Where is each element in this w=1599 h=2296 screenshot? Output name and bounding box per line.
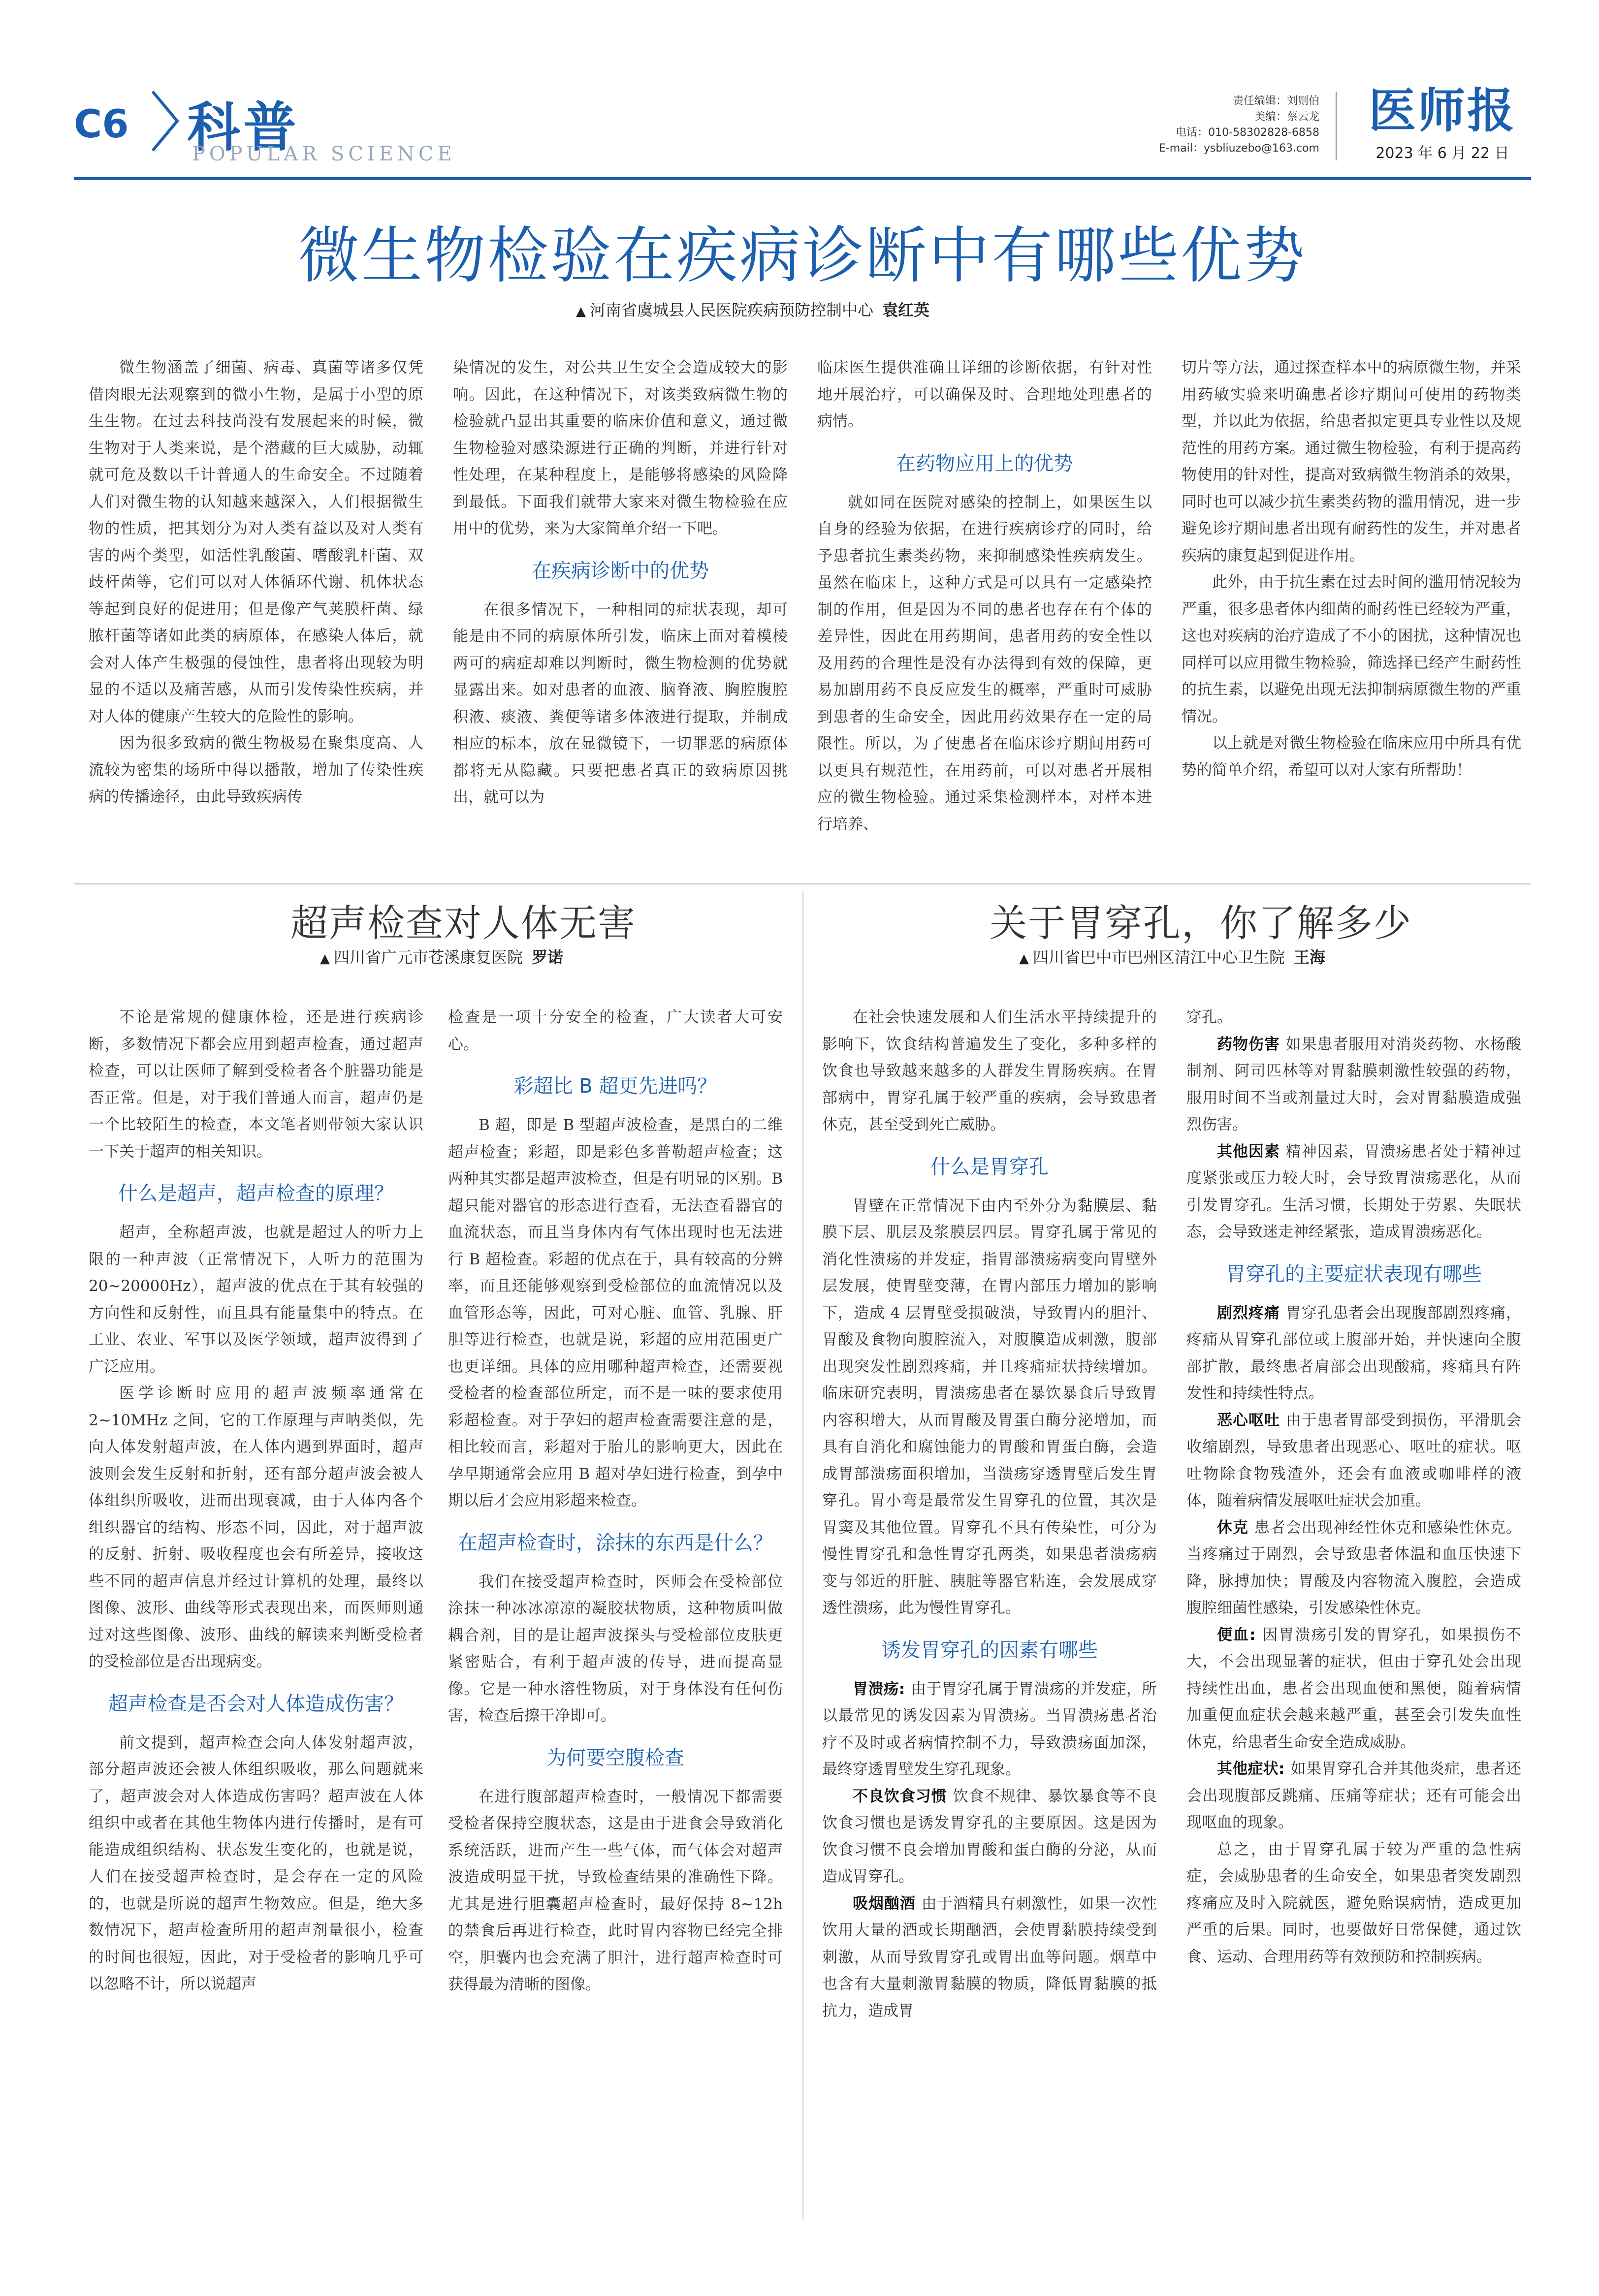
article3-title: 关于胃穿孔，你了解多少 xyxy=(990,901,1412,945)
column-divider xyxy=(802,891,803,2220)
article3-column-1 xyxy=(822,1004,1157,2024)
paragraph: 我们在接受超声检查时，医师会在受检部位涂抹一种冰冰凉凉的凝胶状物质，这种物质叫做耦合剂，目的是让超声波探头与受检部位皮肤更紧密贴合，有利于超声波的传导，进而提高显像。它是一种水溶性物质，对于身体没有任何伤害，检查后擦干净即可。 xyxy=(448,1573,783,1725)
keyword: 休克 xyxy=(1217,1518,1248,1537)
keyword: 不良饮食习惯 xyxy=(853,1787,947,1805)
credit-email: E-mail：ysbliuzebo@163.com xyxy=(1158,142,1319,155)
keyword: 其他症状: xyxy=(1217,1760,1285,1778)
section-title: 科普 xyxy=(187,97,300,158)
credit-editor: 责任编辑：刘则伯 xyxy=(1232,95,1319,107)
paragraph: 就如同在医院对感染的控制上，如果医生以自身的经验为依据，在进行疾病诊疗的同时，给予患者抗生素类药物，来抑制感染性疾病发生。虽然在临床上，这种方式是可以具有一定感染控制的作用，但是因为不同的患者也存在有个体的差异性，因此在用药期间，患者用药的安全性以及用药的合理性是没有办法得到有效的保障，更易加剧用药不良反应发生的概率，严重时可威胁到患者的生命安全，因此用药效果存在一定的局限性。所以，为了使患者在临床诊疗期间用药可以更具有规范性，在用药前，可以对患者开展相应的微生物检验。通过采集检测样本，对样本进行培养、 xyxy=(817,493,1152,833)
paragraph: 以上就是对微生物检验在临床应用中所具有优势的简单介绍，希望可以对大家有所帮助！ xyxy=(1182,734,1521,779)
paragraph xyxy=(1186,1138,1521,1246)
editor-credits xyxy=(1159,94,1319,157)
paragraph: 前文提到，超声检查会向人体发射超声波，部分超声波还会被人体组织吸收，那么问题就来了，超声波会对人体造成伤害吗？超声波在人体组织中或者在其他生物体内进行传播时，是有可能造成组织结构、状态发生变化的，也就是说，人们在接受超声检查时，是会存在一定的风险的，也就是所说的超声生物效应。但是，绝大多数情况下，超声检查所用的超声剂量很小，检查的时间也很短，因此，对于受检者的影响几乎可以忽略不计，所以说超声 xyxy=(89,1733,423,1993)
subheading-principle: 什么是超声，超声检查的原理？ xyxy=(118,1182,394,1205)
paragraph-text: 精神因素，胃溃疡患者处于精神过度紧张或压力较大时，会导致胃溃疡恶化，从而引发胃穿孔。生活习惯，长期处于劳累、失眠状态，会导致迷走神经紧张，造成胃溃疡恶化。 xyxy=(1186,1142,1522,1241)
subheading-gel: 在超声检查时，涂抹的东西是什么？ xyxy=(458,1531,773,1554)
paragraph: 切片等方法，通过探查样本中的病原微生物，并采用药敏实验来明确患者诊疗期间可使用的药物类型，并以此为依据，给患者拟定更具专业性以及规范性的用药方案。通过微生物检验，有利于提高药物使用的针对性，提高对致病微生物消杀的效果，同时也可以减少抗生素类药物的滥用情况，进一步避免诊疗期间患者出现有耐药性的发生，并对患者疾病的康复起到促进作用。 xyxy=(1182,359,1521,565)
issue-date: 2023 年 6 月 22 日 xyxy=(1375,145,1509,162)
paragraph-text: 由于酒精具有刺激性，如果一次性饮用大量的酒或长期酗酒，会使胃黏膜持续受到刺激，从而导致胃穿孔或胃出血等问题。烟草中也含有大量刺激胃黏膜的物质，降低胃黏膜的抵抗力，造成胃 xyxy=(822,1894,1157,2020)
subheading-color-doppler: 彩超比 B 超更先进吗？ xyxy=(513,1075,717,1098)
article3-byline-org: 四川省巴中市巴州区清江中心卫生院 xyxy=(1033,948,1285,967)
paragraph: 微生物涵盖了细菌、病毒、真菌等诸多仅凭借肉眼无法观察到的微小生物，是属于小型的原生生物。在过去科技尚没有发展起来的时候，微生物对于人类来说，是个潜藏的巨大威胁，动辄就可危及数以千计普通人的生命安全。不过随着人们对微生物的认知越来越深入，人们根据微生物的性质，把其划分为对人类有益以及对人类有害的两个类型，如活性乳酸菌、嗜酸乳杆菌、双歧杆菌等，它们可以对人体循环代谢、机体状态等起到良好的促进用；但是像产气荚膜杆菌、绿脓杆菌等诸如此类的病原体，在感染人体后，就会对人体产生极强的侵蚀性，患者将出现较为明显的不适以及痛苦感，从而引发传染性疾病，并对人体的健康产生较大的危险性的影响。 xyxy=(89,359,423,725)
article1-byline xyxy=(576,298,929,320)
subheading-what-is: 什么是胃穿孔 xyxy=(930,1155,1049,1178)
paragraph: 因为很多致病的微生物极易在聚集度高、人流较为密集的场所中得以播散，增加了传染性疾病的传播途径，由此导致疾病传 xyxy=(89,734,423,806)
article1-column-1 xyxy=(89,354,423,811)
article2-title: 超声检查对人体无害 xyxy=(290,901,636,945)
keyword: 剧烈疼痛 xyxy=(1217,1304,1280,1322)
paragraph-text: 由于患者胃部受到损伤，平滑肌会收缩剧烈，导致患者出现恶心、呕吐的症状。呕吐物除食物残渣外，还会有血液或咖啡样的液体，随着病情发展呕吐症状会加重。 xyxy=(1186,1411,1522,1510)
section-divider xyxy=(74,883,1531,884)
article3-column-2 xyxy=(1186,1004,1521,1970)
newspaper-brand xyxy=(1354,84,1531,162)
paragraph: 超声，全称超声波，也就是超过人的听力上限的一种声波（正常情况下，人听力的范围为 20~20000Hz），超声波的优点在于其有较强的方向性和反射性，而且具有能量集中的特点。在工业、农业、军事以及医学领域，超声波得到了广泛应用。 xyxy=(89,1224,423,1376)
paragraph: 穿孔。 xyxy=(1186,1008,1232,1026)
page-number: C6 xyxy=(74,102,129,147)
paragraph-text: 由于胃穿孔属于胃溃疡的并发症，所以最常见的诱发因素为胃溃疡。当胃溃疡患者治疗不及时或者病情控制不力，导致溃疡面加深，最终穿透胃壁发生穿孔现象。 xyxy=(822,1680,1157,1778)
article2-column-1 xyxy=(89,1004,423,1998)
subheading-fasting: 为何要空腹检查 xyxy=(546,1746,684,1769)
article3-byline xyxy=(1019,945,1325,968)
paragraph: 不论是常规的健康体检，还是进行疾病诊断，多数情况下都会应用到超声检查，通过超声检查，可以让医师了解到受检者各个脏器功能是否正常。但是，对于我们普通人而言，超声仍是一个比较陌生的检查，本文笔者则带领大家认识一下关于超声的相关知识。 xyxy=(89,1008,423,1161)
paragraph-text: 如果患者服用对消炎药物、水杨酸制剂、阿司匹林等对胃黏膜刺激性较强的药物，服用时间不当或剂量过大时，会对胃黏膜造成强烈伤害。 xyxy=(1186,1035,1522,1133)
newspaper-logo: 医师报 xyxy=(1369,83,1516,138)
paragraph xyxy=(1186,1756,1521,1836)
subheading-symptoms: 胃穿孔的主要症状表现有哪些 xyxy=(1226,1262,1482,1286)
masthead xyxy=(74,74,1531,172)
keyword: 便血: xyxy=(1217,1626,1256,1644)
paragraph: 临床医生提供准确且详细的诊断依据，有针对性地开展治疗，可以确保及时、合理地处理患者的病情。 xyxy=(817,359,1152,430)
paragraph xyxy=(1186,1514,1521,1622)
paragraph: B 超，即是 B 型超声波检查，是黑白的二维超声检查；彩超，即是彩色多普勒超声检查；这两种其实都是超声波检查，但是有明显的区别。B 超只能对器官的形态进行查看，无法查看器官的血流状态，而且当身体内有气体出现时也无法进行 B 超检查。彩超的优点在于，具有较高的分辨率，而且还能够观察到受检部位的血流情况以及血管形态等，因此，可对心脏、血管、乳腺、肝胆等进行检查，也就是说，彩超的应用范围更广也更详细。具体的应用哪种超声检查，还需要视受检者的检查部位所定，而不是一味的要求使用彩超检查。对于孕妇的超声检查需要注意的是，相比较而言，彩超对于胎儿的影响更大，因此在孕早期通常会应用 B 超对孕妇进行检查，到孕中期以后才会应用彩超来检查。 xyxy=(448,1116,783,1510)
subheading-causes: 诱发胃穿孔的因素有哪些 xyxy=(881,1638,1098,1662)
paragraph: 在很多情况下，一种相同的症状表现，却可能是由不同的病原体所引发，临床上面对着模棱两可的病症却难以判断时，微生物检测的优势就显露出来。如对患者的血液、脑脊液、胸腔腹腔积液、痰液、粪便等诸多体液进行提取，并制成相应的标本，放在显微镜下，一切罪恶的病原体都将无从隐藏。只要把患者真正的致病原因挑出，就可以为 xyxy=(453,600,788,806)
keyword: 其他因素 xyxy=(1217,1142,1280,1161)
credit-phone: 电话：010-58302828-6858 xyxy=(1176,126,1319,139)
article2-byline-org: 四川省广元市苍溪康复医院 xyxy=(334,948,523,967)
article2-column-2 xyxy=(448,1004,783,1998)
article1-byline-org: 河南省虞城县人民医院疾病预防控制中心 xyxy=(590,301,874,319)
paragraph: 总之，由于胃穿孔属于较为严重的急性病症，会威胁患者的生命安全，如果患者突发剧烈疼痛应及时入院就医，避免贻误病情，造成更加严重的后果。同时，也要做好日常保健，通过饮食、运动、合理用药等有效预防和控制疾病。 xyxy=(1186,1840,1521,1966)
article1-column-2 xyxy=(453,354,788,811)
paragraph xyxy=(1186,1407,1521,1514)
paragraph-text: 胃穿孔患者会出现腹部剧烈疼痛，疼痛从胃穿孔部位或上腹部开始，并快速向全腹部扩散，最终患者肩部会出现酸痛，疼痛具有阵发性和持续性特点。 xyxy=(1186,1304,1522,1402)
triangle-icon: ▲ xyxy=(576,304,586,319)
credit-designer: 美编：蔡云龙 xyxy=(1254,111,1319,123)
keyword: 药物伤害 xyxy=(1217,1035,1280,1053)
article1-title: 微生物检验在疾病诊断中有哪些优势 xyxy=(298,220,1307,291)
article1-byline-author: 袁红英 xyxy=(882,301,930,319)
article1-column-3 xyxy=(817,354,1152,838)
paragraph-text: 如果胃穿孔合并其他炎症，患者还会出现腹部反跳痛、压痛等症状；还有可能会出现呕血的现象。 xyxy=(1186,1760,1522,1831)
paragraph xyxy=(1186,1031,1521,1138)
subheading-medication: 在药物应用上的优势 xyxy=(896,452,1073,475)
paragraph-text: 饮食不规律、暴饮暴食等不良饮食习惯也是诱发胃穿孔的主要原因。这是因为饮食习惯不良会增加胃酸和蛋白酶的分泌，从而造成胃穿孔。 xyxy=(822,1787,1157,1886)
section-subtitle: POPULAR SCIENCE xyxy=(192,143,456,165)
article2-byline-author: 罗诺 xyxy=(532,948,564,967)
paragraph xyxy=(1186,1300,1521,1407)
paragraph xyxy=(822,1676,1157,1783)
subheading-diagnosis: 在疾病诊断中的优势 xyxy=(532,559,709,582)
paragraph: 此外，由于抗生素在过去时间的滥用情况较为严重，很多患者体内细菌的耐药性已经较为严重，这也对疾病的治疗造成了不小的困扰，这种情况也同样可以应用微生物检验，筛选择已经产生耐药性的抗生素，以避免出现无法抑制病原微生物的严重情况。 xyxy=(1182,573,1521,725)
keyword: 恶心呕吐 xyxy=(1217,1411,1280,1429)
keyword: 吸烟酗酒 xyxy=(853,1894,916,1913)
paragraph xyxy=(1186,1622,1521,1756)
paragraph-text: 因胃溃疡引发的胃穿孔，如果损伤不大，不会出现显著的症状，但由于穿孔处会出现持续性出血，患者会出现血便和黑便，随着病情加重便血症状会越来越严重，甚至会引发失血性休克，给患者生命安全造成威胁。 xyxy=(1186,1626,1521,1751)
keyword: 胃溃疡: xyxy=(853,1680,905,1698)
article3-byline-author: 王海 xyxy=(1294,948,1326,967)
paragraph: 在进行腹部超声检查时，一般情况下都需要受检者保持空腹状态，这是由于进食会导致消化系统活跃，进而产生一些气体，而气体会对超声波造成明显干扰，导致检查结果的准确性下降。尤其是进行胆囊超声检查时，最好保持 8~12h 的禁食后再进行检查，此时胃内容物已经完全排空，胆囊内也会充满了胆汁，进行超声检查时可获得最为清晰的图像。 xyxy=(448,1788,783,1993)
paragraph-text: 患者会出现神经性休克和感染性休克。当疼痛过于剧烈，会导致患者体温和血压快速下降，脉搏加快；胃酸及内容物流入腹腔，会造成腹腔细菌性感染，引发感染性休克。 xyxy=(1186,1518,1521,1617)
paragraph xyxy=(822,1890,1157,2025)
article1-column-4 xyxy=(1182,354,1521,784)
paragraph: 在社会快速发展和人们生活水平持续提升的影响下，饮食结构普遍发生了变化，多种多样的饮食也导致越来越多的人群发生胃肠疾病。在胃部病中，胃穿孔属于较严重的疾病，会导致患者休克，甚至受到死亡威胁。 xyxy=(822,1008,1157,1133)
chevron-right-icon xyxy=(148,87,182,156)
paragraph: 胃壁在正常情况下由内至外分为黏膜层、黏膜下层、肌层及浆膜层四层。胃穿孔属于常见的消化性溃疡的并发症，指胃部溃疡病变向胃壁外层发展，使胃壁变薄，在胃内部压力增加的影响下，造成 4 层胃壁受损破溃，导致胃内的胆汁、胃酸及食物向腹腔流入，对腹膜造成刺激，腹部出现突发性剧烈疼痛，并且疼痛症状持续增加。临床研究表明，胃溃疡患者在暴饮暴食后导致胃内容积增大，从而胃酸及胃蛋白酶分泌增加，而具有自消化和腐蚀能力的胃酸和胃蛋白酶，会造成胃部溃疡面积增加，当溃疡穿透胃壁后发生胃穿孔。胃小弯是最常发生胃穿孔的位置，其次是胃窦及其他位置。胃穿孔不具有传染性，可分为慢性胃穿孔和急性胃穿孔两类，如果患者溃疡病变与邻近的肝脏、胰脏等器官粘连，会发展成穿透性溃疡，此为慢性胃穿孔。 xyxy=(822,1196,1157,1617)
header-rule xyxy=(74,177,1531,180)
paragraph xyxy=(822,1783,1157,1890)
triangle-icon: ▲ xyxy=(1019,951,1029,966)
article2-byline xyxy=(320,945,563,968)
masthead-divider xyxy=(1336,92,1337,160)
triangle-icon: ▲ xyxy=(320,951,330,966)
paragraph: 染情况的发生，对公共卫生安全会造成较大的影响。因此，在这种情况下，对该类致病微生物的检验就凸显出其重要的临床价值和意义，通过微生物检验对感染源进行正确的判断，并进行针对性处理，在某种程度上，是能够将感染的风险降到最低。下面我们就带大家来对微生物检验在应用中的优势，来为大家简单介绍一下吧。 xyxy=(453,359,788,537)
subheading-harm: 超声检查是否会对人体造成伤害？ xyxy=(108,1692,404,1715)
paragraph: 检查是一项十分安全的检查，广大读者大可安心。 xyxy=(448,1008,783,1053)
paragraph: 医学诊断时应用的超声波频率通常在 2~10MHz 之间，它的工作原理与声呐类似，先向人体发射超声波，在人体内遇到界面时，超声波则会发生反射和折射，还有部分超声波会被人体组织所吸收，进而出现衰减，由于人体内各个组织器官的结构、形态不同，因此，对于超声波的反射、折射、吸收程度也会有所差异，接收这些不同的超声信息并经过计算机的处理，最终以图像、波形、曲线等形式表现出来，而医师则通过对这些图像、波形、曲线的解读来判断受检者的受检部位是否出现病变。 xyxy=(89,1384,423,1670)
